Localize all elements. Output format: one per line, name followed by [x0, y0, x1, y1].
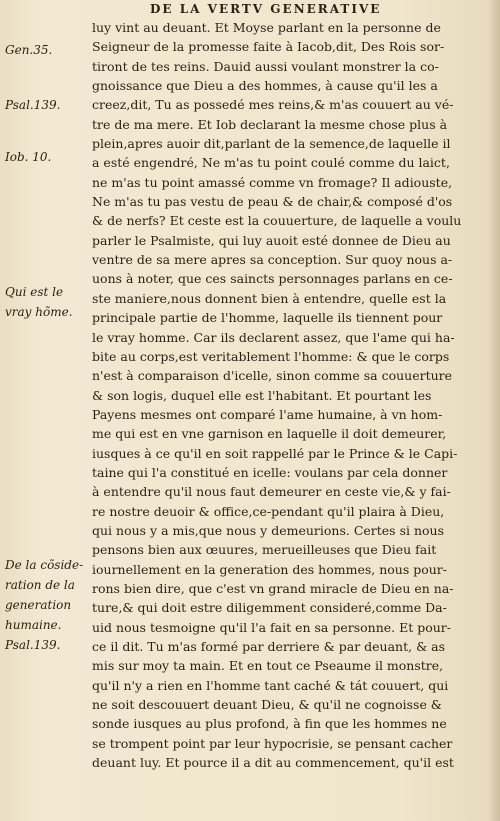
- text-line: ne soit descouuert deuant Dieu, & qu'il ne cognoisse &: [92, 697, 442, 713]
- text-line: deuant luy. Et pource il a dit au commencement, qu'il est: [92, 755, 454, 771]
- text-line: n'est à comparaison d'icelle, sinon comme sa couuerture: [92, 368, 453, 384]
- margin-note-psal: Psal.139.: [5, 98, 61, 112]
- text-line: uid nous tesmoigne qu'il l'a fait en sa personne. Et pour-: [92, 619, 451, 635]
- text-line: iusques à ce qu'il en soit rappellé par le Prince & le Capi-: [92, 445, 458, 461]
- margin-note-line: Qui est le: [5, 285, 64, 299]
- text-line: taine qui l'a constitué en icelle: voulans par cela donner: [92, 464, 448, 480]
- text-line: pensons bien aux œuures, merueilleuses que Dieu fait: [92, 542, 437, 558]
- text-line: ce il dit. Tu m'as formé par derriere & par deuant, & as: [92, 639, 446, 654]
- margin-note-line: ration de la: [5, 578, 75, 592]
- text-line: rons bien dire, que c'est vn grand miracle de Dieu en na-: [92, 580, 454, 596]
- margin-note-line: humaine.: [5, 618, 62, 632]
- text-line: tre de ma mere. Et Iob declarant la mesme chose plus à: [92, 116, 448, 132]
- margin-note-line: De la cõside-: [5, 558, 84, 572]
- margin-note-qui-est: [5, 282, 90, 322]
- text-line: Payens mesmes ont comparé l'ame humaine, à vn hom-: [92, 406, 443, 422]
- text-line: principale partie de l'homme, laquelle ils tiennent pour: [92, 310, 443, 326]
- text-line: luy vint au deuant. Et Moyse parlant en la personne de: [92, 20, 441, 35]
- text-line: parler le Psalmiste, qui luy auoit esté donnee de Dieu au: [92, 232, 451, 248]
- text-line: qu'il n'y a rien en l'homme tant caché & tát couuert, qui: [92, 677, 449, 693]
- text-line: sonde iusques au plus profond, à fin que les hommes ne: [92, 716, 447, 732]
- text-line: Seigneur de la promesse faite à Iacob,dit, Des Rois sor-: [92, 39, 445, 55]
- text-line: Ne m'as tu pas vestu de peau & de chair,& composé d'os: [92, 194, 453, 210]
- page-gutter-shadow: [488, 0, 500, 821]
- text-line: mis sur moy ta main. Et en tout ce Pseaume il monstre,: [92, 658, 444, 674]
- margin-note-iob: Iob. 10.: [5, 150, 52, 164]
- text-line: creez,dit, Tu as possedé mes reins,& m'as couuert au vé-: [92, 97, 454, 113]
- text-line: uons à noter, que ces saincts personnages parlans en ce-: [92, 271, 453, 287]
- text-line: ture,& qui doit estre diligemment consideré,comme Da-: [92, 600, 447, 616]
- text-line: se trompent point par leur hypocrisie, se pensant cacher: [92, 735, 453, 751]
- text-line: ne m'as tu point amassé comme vn fromage? Il adiouste,: [92, 174, 453, 190]
- text-line: & de nerfs? Et ceste est la couuerture, de laquelle a voulu: [92, 213, 462, 229]
- margin-note-consideration: [5, 555, 90, 655]
- text-line: ventre de sa mere apres sa conception. Sur quoy nous a-: [92, 252, 453, 268]
- text-line: iournellement en la generation des hommes, nous pour-: [92, 561, 447, 577]
- text-line: & son logis, duquel elle est l'habitant. Et pourtant les: [92, 387, 432, 403]
- margin-note-line: generation: [5, 598, 72, 612]
- text-line: re nostre deuoir & office,ce-pendant qu'il plaira à Dieu,: [92, 503, 445, 519]
- text-line: à entendre qu'il nous faut demeurer en ceste vie,& y fai-: [92, 484, 451, 500]
- text-line: me qui est en vne garnison en laquelle il doit demeurer,: [92, 426, 447, 442]
- body-text: [92, 18, 464, 772]
- margin-note-line: Psal.139.: [5, 638, 61, 652]
- text-line: gnoissance que Dieu a des hommes, à cause qu'il les a: [92, 78, 438, 94]
- text-line: ste maniere,nous donnent bien à entendre, quelle est la: [92, 290, 447, 306]
- text-line: tiront de tes reins. Dauid aussi voulant monstrer la co-: [92, 58, 439, 74]
- text-line: qui nous y a mis,que nous y demeurions. Certes si nous: [92, 522, 444, 538]
- text-line: plein,apres auoir dit,parlant de la semence,de laquelle il: [92, 136, 451, 152]
- margin-note-line: vray hõme.: [5, 305, 73, 319]
- running-header: DE LA VERTV GENERATIVE: [150, 2, 382, 16]
- text-line: le vray homme. Car ils declarent assez, que l'ame qui ha-: [92, 329, 455, 345]
- margin-note-gen: Gen.35.: [5, 43, 53, 57]
- text-line: a esté engendré, Ne m'as tu point coulé comme du laict,: [92, 155, 450, 171]
- text-line: bite au corps,est veritablement l'homme: & que le corps: [92, 348, 450, 364]
